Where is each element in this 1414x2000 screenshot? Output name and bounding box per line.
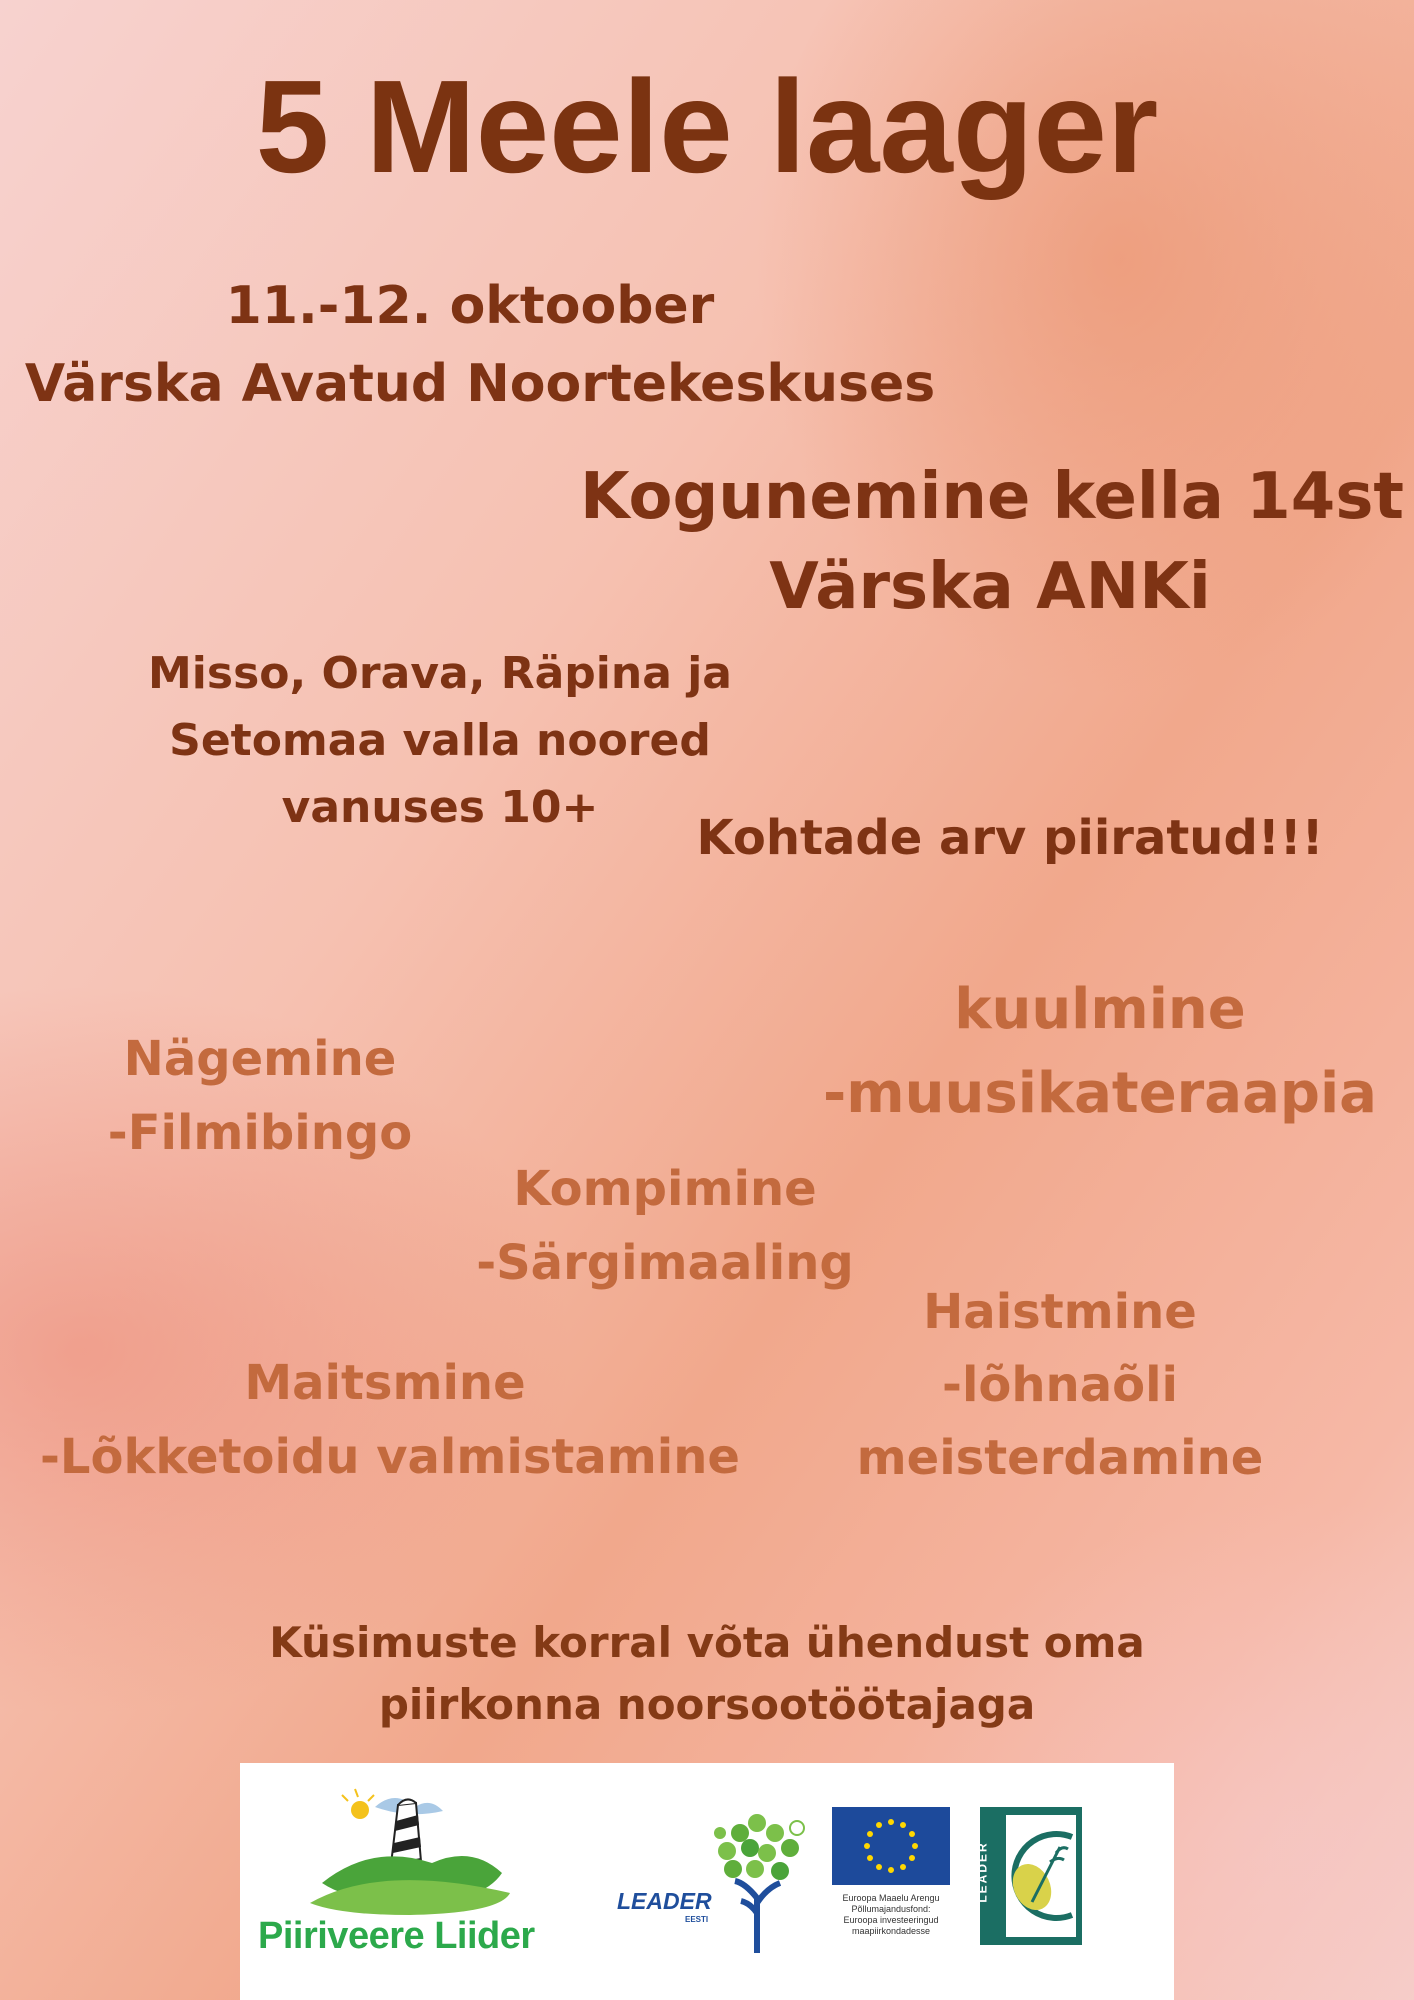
eu-flag-icon [832, 1807, 950, 1885]
sense-taste-name: Maitsmine [244, 1355, 526, 1411]
gathering-info [580, 460, 1404, 625]
gathering-time: Kogunemine kella 14st [580, 460, 1404, 534]
gathering-place: Värska ANKi [769, 549, 1211, 624]
leader-logo [975, 1807, 1082, 1945]
leader-eesti-logo [615, 1803, 815, 1983]
contact-info [170, 1612, 1244, 1736]
piiriveere-liider-wordmark: Piiriveere Liider [258, 1915, 535, 1957]
limited-places: Kohtade arv piiratud!!! [696, 810, 1324, 866]
leader-eesti-wordmark: LEADER [617, 1888, 712, 1914]
eu-fund-line-4: maapiirkondadesse [851, 1926, 931, 1936]
contact-line-2: piirkonna noorsootöötajaga [378, 1680, 1036, 1729]
sense-hearing-activity: -muusikateraapia [823, 1061, 1377, 1126]
sense-hearing [800, 968, 1400, 1136]
poster-title: 5 Meele laager [255, 53, 1159, 200]
sense-sight [80, 1022, 440, 1170]
sense-smell-activity-2: meisterdamine [856, 1430, 1264, 1486]
sense-sight-name: Nägemine [123, 1031, 397, 1087]
leader-eesti-subtitle: EESTI [685, 1915, 709, 1924]
sense-smell [820, 1276, 1300, 1495]
piiriveere-landscape-icon [240, 1763, 570, 2000]
tree-icon [705, 1803, 815, 1953]
eu-fund-logo [832, 1807, 952, 1957]
audience-line-1: Misso, Orava, Räpina ja [148, 648, 732, 699]
leader-vertical-wordmark: LEADER [975, 1841, 990, 1903]
sense-touch [460, 1152, 870, 1300]
eu-fund-line-2: Põllumajandusfond: [851, 1904, 931, 1914]
event-date: 11.-12. oktoober [225, 276, 715, 336]
sense-touch-name: Kompimine [513, 1161, 817, 1217]
piiriveere-liider-logo [240, 1763, 570, 2000]
audience-line-3: vanuses 10+ [281, 782, 599, 833]
sense-taste-activity: -Lõkketoidu valmistamine [40, 1429, 740, 1485]
leader-emblem-icon [980, 1807, 1082, 1945]
sponsor-logos [240, 1763, 1174, 2000]
audience-info [130, 640, 750, 841]
eu-fund-line-3: Euroopa investeeringud [843, 1915, 939, 1925]
sense-sight-activity: -Filmibingo [107, 1105, 413, 1161]
sense-touch-activity: -Särgimaaling [476, 1235, 854, 1291]
event-venue: Värska Avatud Noortekeskuses [24, 354, 936, 414]
sense-smell-name: Haistmine [923, 1284, 1197, 1340]
contact-line-1: Küsimuste korral võta ühendust oma [269, 1618, 1145, 1667]
sense-taste [40, 1346, 740, 1494]
eu-fund-line-1: Euroopa Maaelu Arengu [842, 1893, 940, 1903]
sense-hearing-name: kuulmine [954, 977, 1246, 1042]
audience-line-2: Setomaa valla noored [169, 715, 711, 766]
sense-smell-activity-1: -lõhnaõli [942, 1357, 1178, 1413]
